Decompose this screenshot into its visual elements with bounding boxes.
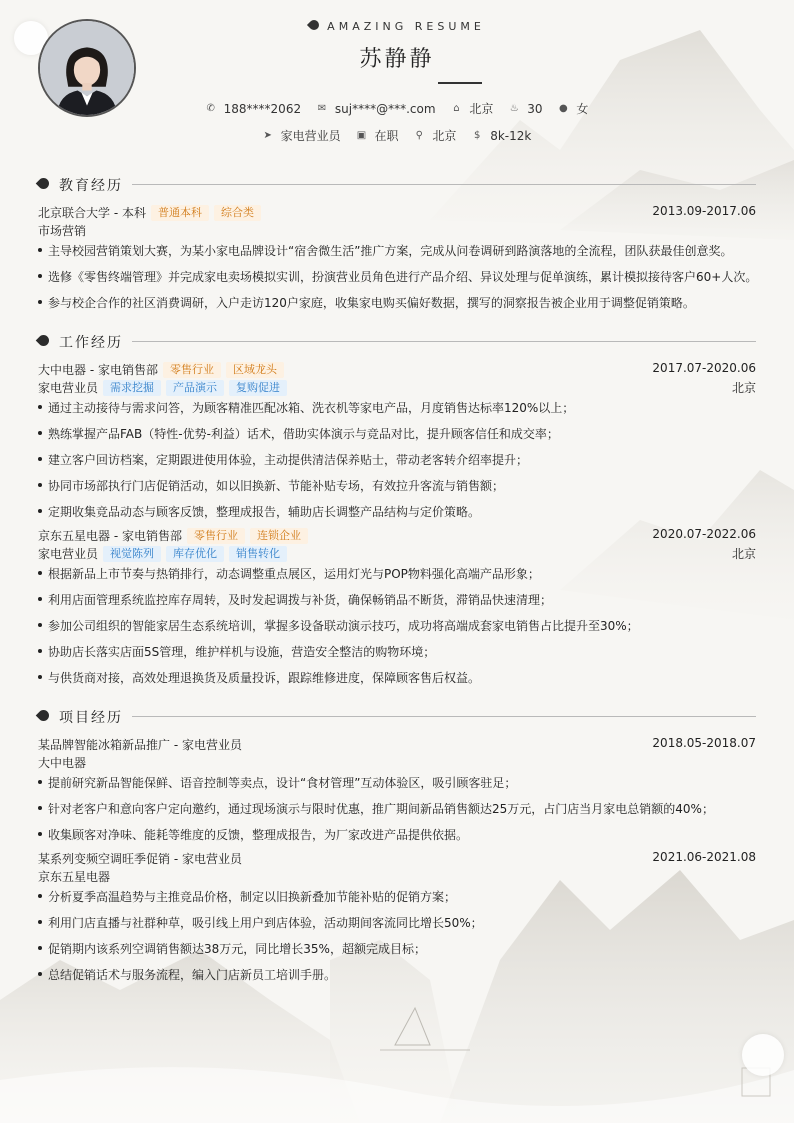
project-org: 大中电器: [38, 756, 87, 770]
leaf-icon: [36, 708, 52, 724]
section-projects: [38, 707, 756, 727]
decorative-circle-bottom: [742, 1034, 784, 1076]
briefcase-icon: ▣: [356, 129, 367, 141]
divider: [132, 341, 756, 342]
tag: 零售行业: [163, 362, 221, 378]
education-date: 2013.09-2017.06: [652, 204, 756, 218]
contact-email: ✉ suj****@***.com: [317, 102, 436, 116]
project-date: 2018.05-2018.07: [652, 736, 756, 750]
job-role-row: [38, 545, 756, 562]
section-title: 项目经历: [59, 710, 123, 726]
tag: 零售行业: [187, 528, 245, 544]
tag: 区域龙头: [226, 362, 284, 378]
tag: 综合类: [214, 205, 261, 221]
section-work: [38, 332, 756, 352]
project-date: 2021.06-2021.08: [652, 850, 756, 864]
tag: 库存优化: [166, 546, 224, 562]
section-title: 教育经历: [59, 178, 123, 194]
mail-icon: ✉: [317, 102, 327, 114]
tag: 产品演示: [166, 380, 224, 396]
company-name: 京东五星电器 - 家电销售部: [38, 529, 182, 543]
tag: 普通本科: [151, 205, 209, 221]
job-city: 北京: [731, 381, 756, 395]
tag: 视觉陈列: [103, 546, 161, 562]
project-row: [38, 850, 756, 867]
project-row: [38, 736, 756, 753]
send-icon: ➤: [263, 129, 272, 141]
name-underline: [438, 82, 482, 84]
divider: [132, 716, 756, 717]
contact-gender: ● 女: [558, 102, 589, 116]
job-role: 家电营业员: [38, 381, 99, 395]
leaf-icon: [36, 176, 52, 192]
tag: 需求挖掘: [103, 380, 161, 396]
contact-row: [0, 100, 794, 117]
home-icon: ⌂: [453, 102, 460, 114]
kicker-text: AMAZING RESUME: [327, 20, 485, 33]
school-name: 北京联合大学 - 本科: [38, 206, 146, 220]
intent-salary: $ 8k-12k: [474, 129, 532, 143]
divider: [132, 184, 756, 185]
company-name: 大中电器 - 家电销售部: [38, 363, 158, 377]
contact-age: ♨ 30: [509, 102, 543, 116]
job-date: 2020.07-2022.06: [652, 527, 756, 541]
job-company-row: [38, 361, 756, 378]
section-education: [38, 175, 756, 195]
resume-kicker: [0, 20, 794, 33]
tag: 销售转化: [229, 546, 287, 562]
job-date: 2017.07-2020.06: [652, 361, 756, 375]
leaf-icon: [36, 333, 52, 349]
age-icon: ♨: [509, 102, 519, 114]
intent-position: ➤ 家电营业员: [263, 129, 341, 143]
candidate-name: 苏静静: [359, 47, 435, 72]
tag: 复购促进: [229, 380, 287, 396]
project-name: 某系列变频空调旺季促销 - 家电营业员: [38, 852, 242, 866]
location-icon: ⚲: [415, 129, 423, 141]
job-company-row: [38, 527, 756, 544]
education-major: 市场营销: [38, 224, 87, 238]
job-role-row: [38, 379, 756, 396]
contact-phone: ✆ 188****2062: [206, 102, 302, 116]
project-org: 京东五星电器: [38, 870, 111, 884]
phone-icon: ✆: [206, 102, 215, 114]
intent-status: ▣ 在职: [356, 129, 399, 143]
contact-home: ⌂ 北京: [453, 102, 494, 116]
intent-city: ⚲ 北京: [415, 129, 457, 143]
job-city: 北京: [731, 547, 756, 561]
project-name: 某品牌智能冰箱新品推广 - 家电营业员: [38, 738, 242, 752]
job-role: 家电营业员: [38, 547, 99, 561]
education-school-row: [38, 204, 756, 221]
leaf-icon: [307, 18, 321, 32]
section-title: 工作经历: [59, 335, 123, 351]
gender-icon: ●: [558, 102, 568, 114]
salary-icon: $: [474, 129, 481, 141]
job-intent-row: [0, 127, 794, 144]
tag: 连锁企业: [250, 528, 308, 544]
